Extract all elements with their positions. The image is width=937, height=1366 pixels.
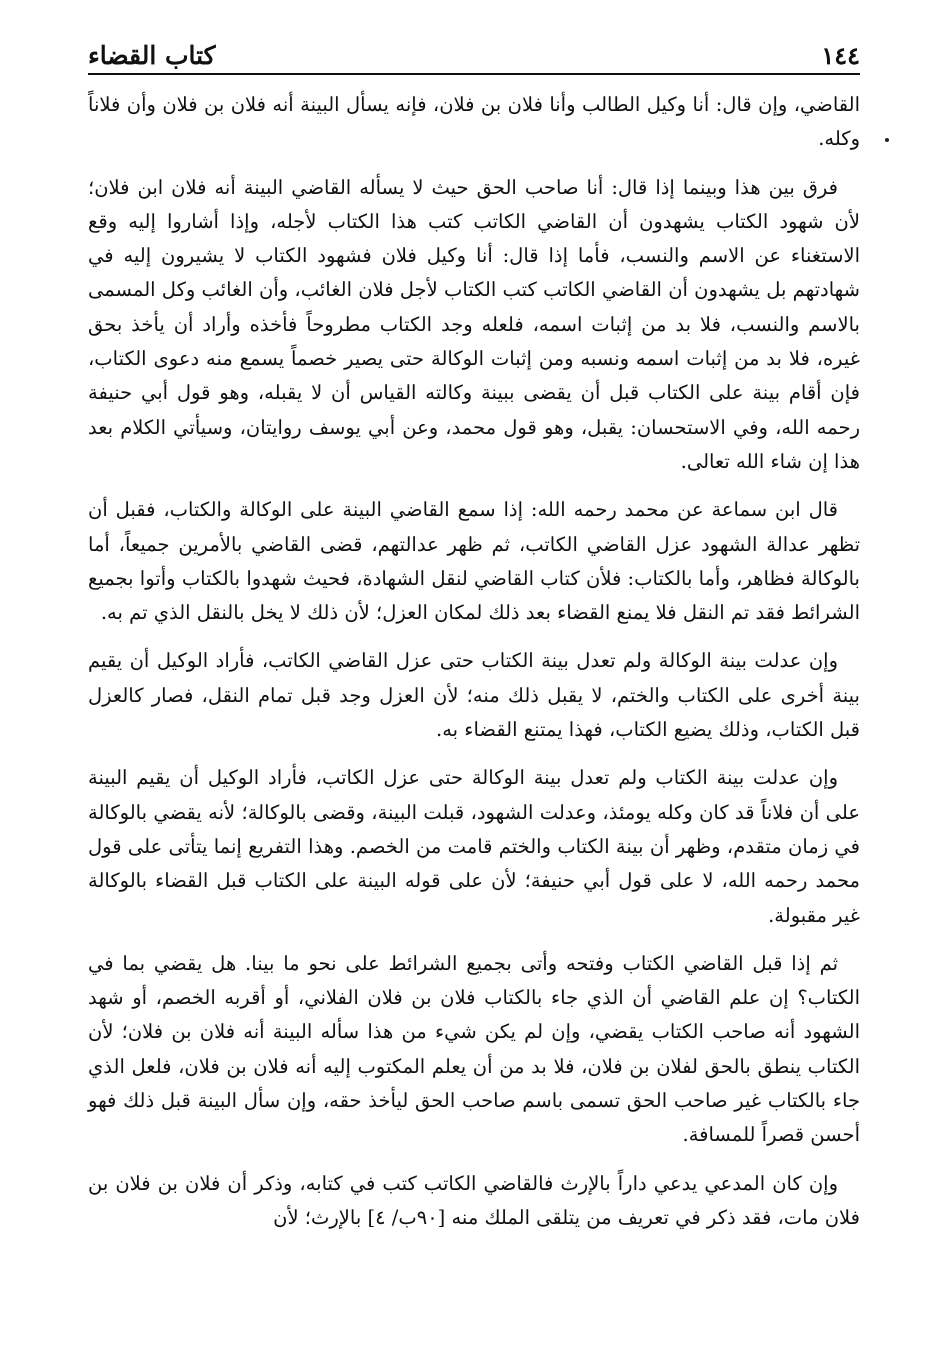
body-text xyxy=(88,88,860,1235)
page-number: ١٤٤ xyxy=(821,41,860,70)
running-title: كتاب القضاء xyxy=(88,41,216,70)
paragraph: وإن عدلت بينة الكتاب ولم تعدل بينة الوكالة حتى عزل الكاتب، فأراد الوكيل أن يقيم البينة على أن فلاناً قد كان وكله يومئذ، وعدلت الشهود، قبلت البينة، وقضى بالوكالة؛ لأنه يقضي بالوكالة في زمان متقدم، وظهر أن بينة الكتاب والختم قامت من الخصم. وهذا التفريع إنما يتأتى على قول محمد رحمه الله، لا على قول أبي حنيفة؛ لأن على قوله البينة على الكتاب قبل القضاء بالوكالة غير مقبولة. xyxy=(88,766,860,927)
margin-dot xyxy=(885,138,889,142)
paragraph: وإن عدلت بينة الوكالة ولم تعدل بينة الكتاب حتى عزل القاضي الكاتب، فأراد الوكيل أن يقيم بينة أخرى على الكتاب والختم، لا يقبل ذلك منه؛ لأن العزل وجد قبل تمام النقل، فصار كالعزل قبل الكتاب، وذلك يضيع الكتاب، فهذا يمتنع القضاء به. xyxy=(88,649,860,742)
paragraph: ثم إذا قبل القاضي الكتاب وفتحه وأتى بجميع الشرائط على نحو ما بينا. هل يقضي بما في الكتاب؟ إن علم القاضي أن الذي جاء بالكتاب فلان بن فلان الفلاني، أو أقربه الخصم، أو شهد الشهود أنه صاحب الكتاب يقضي، وإن لم يكن شيء من هذا سأله البينة أنه فلان بن فلان؛ لأن الكتاب ينطق بالحق لفلان بن فلان، فلا بد من أن يعلم المكتوب إليه أنه فلان بن فلان، فلعل الذي جاء بالكتاب غير صاحب الحق تسمى باسم صاحب الحق ليأخذ حقه، وإن سأل البينة قبل ذلك فهو أحسن قصراً للمسافة. xyxy=(88,951,860,1147)
header-rule xyxy=(88,73,860,75)
paragraph: القاضي، وإن قال: أنا وكيل الطالب وأنا فلان بن فلان، فإنه يسأل البينة أنه فلان بن فلان وأن فلاناً وكله. xyxy=(88,93,860,151)
paragraph: وإن كان المدعي يدعي داراً بالإرث فالقاضي الكاتب كتب في كتابه، وذكر أن فلان بن فلان بن فلان مات، فقد ذكر في تعريف من يتلقى الملك منه [٩٠ب/ ٤] بالإرث؛ لأن xyxy=(88,1171,860,1229)
paragraph: فرق بين هذا وبينما إذا قال: أنا صاحب الحق حيث لا يسأله القاضي البينة أنه فلان ابن فلان؛ لأن شهود الكتاب يشهدون أن القاضي الكاتب كتب هذا الكتاب لأجله، وإذا أشاروا إليه وقع الاستغناء عن الاسم والنسب، فأما إذا قال: أنا وكيل فلان فشهود الكتاب لا يشيرون إليه في شهادتهم بل يشهدون أن القاضي الكاتب كتب الكتاب لأجل فلان الغائب، وأن الغائب وكل المسمى بالاسم والنسب، فلا بد من إثبات اسمه، فلعله وجد الكتاب مطروحاً فأخذه وأراد أن يأخذ بحق غيره، فلا بد من إثبات اسمه ونسبه ومن إثبات الوكالة حتى يصير خصماً يسمع منه دعوى الكتاب، فإن أقام بينة على الكتاب قبل أن يقضى ببينة وكالته القياس أن لا يقبله، وهو قول أبي حنيفة رحمه الله، وفي الاستحسان: يقبل، وهو قول محمد، وعن أبي يوسف روايتان، وسيأتي الكلام بعد هذا إن شاء الله تعالى. xyxy=(88,175,860,473)
paragraph: قال ابن سماعة عن محمد رحمه الله: إذا سمع القاضي البينة على الوكالة والكتاب، فقبل أن تظهر عدالة الشهود عزل القاضي الكاتب، ثم ظهر عدالتهم، قضى القاضي بالأمرين جميعاً، أما بالوكالة فظاهر، وأما بالكتاب: فلأن كتاب القاضي لنقل الشهادة، فحيث شهدوا بالكتاب وأتوا بجميع الشرائط فقد تم النقل فلا يمنع القضاء بعد ذلك لمكان العزل؛ لأن ذلك لا يخل بالنقل الذي تم به. xyxy=(88,498,860,625)
page-header xyxy=(88,30,860,70)
